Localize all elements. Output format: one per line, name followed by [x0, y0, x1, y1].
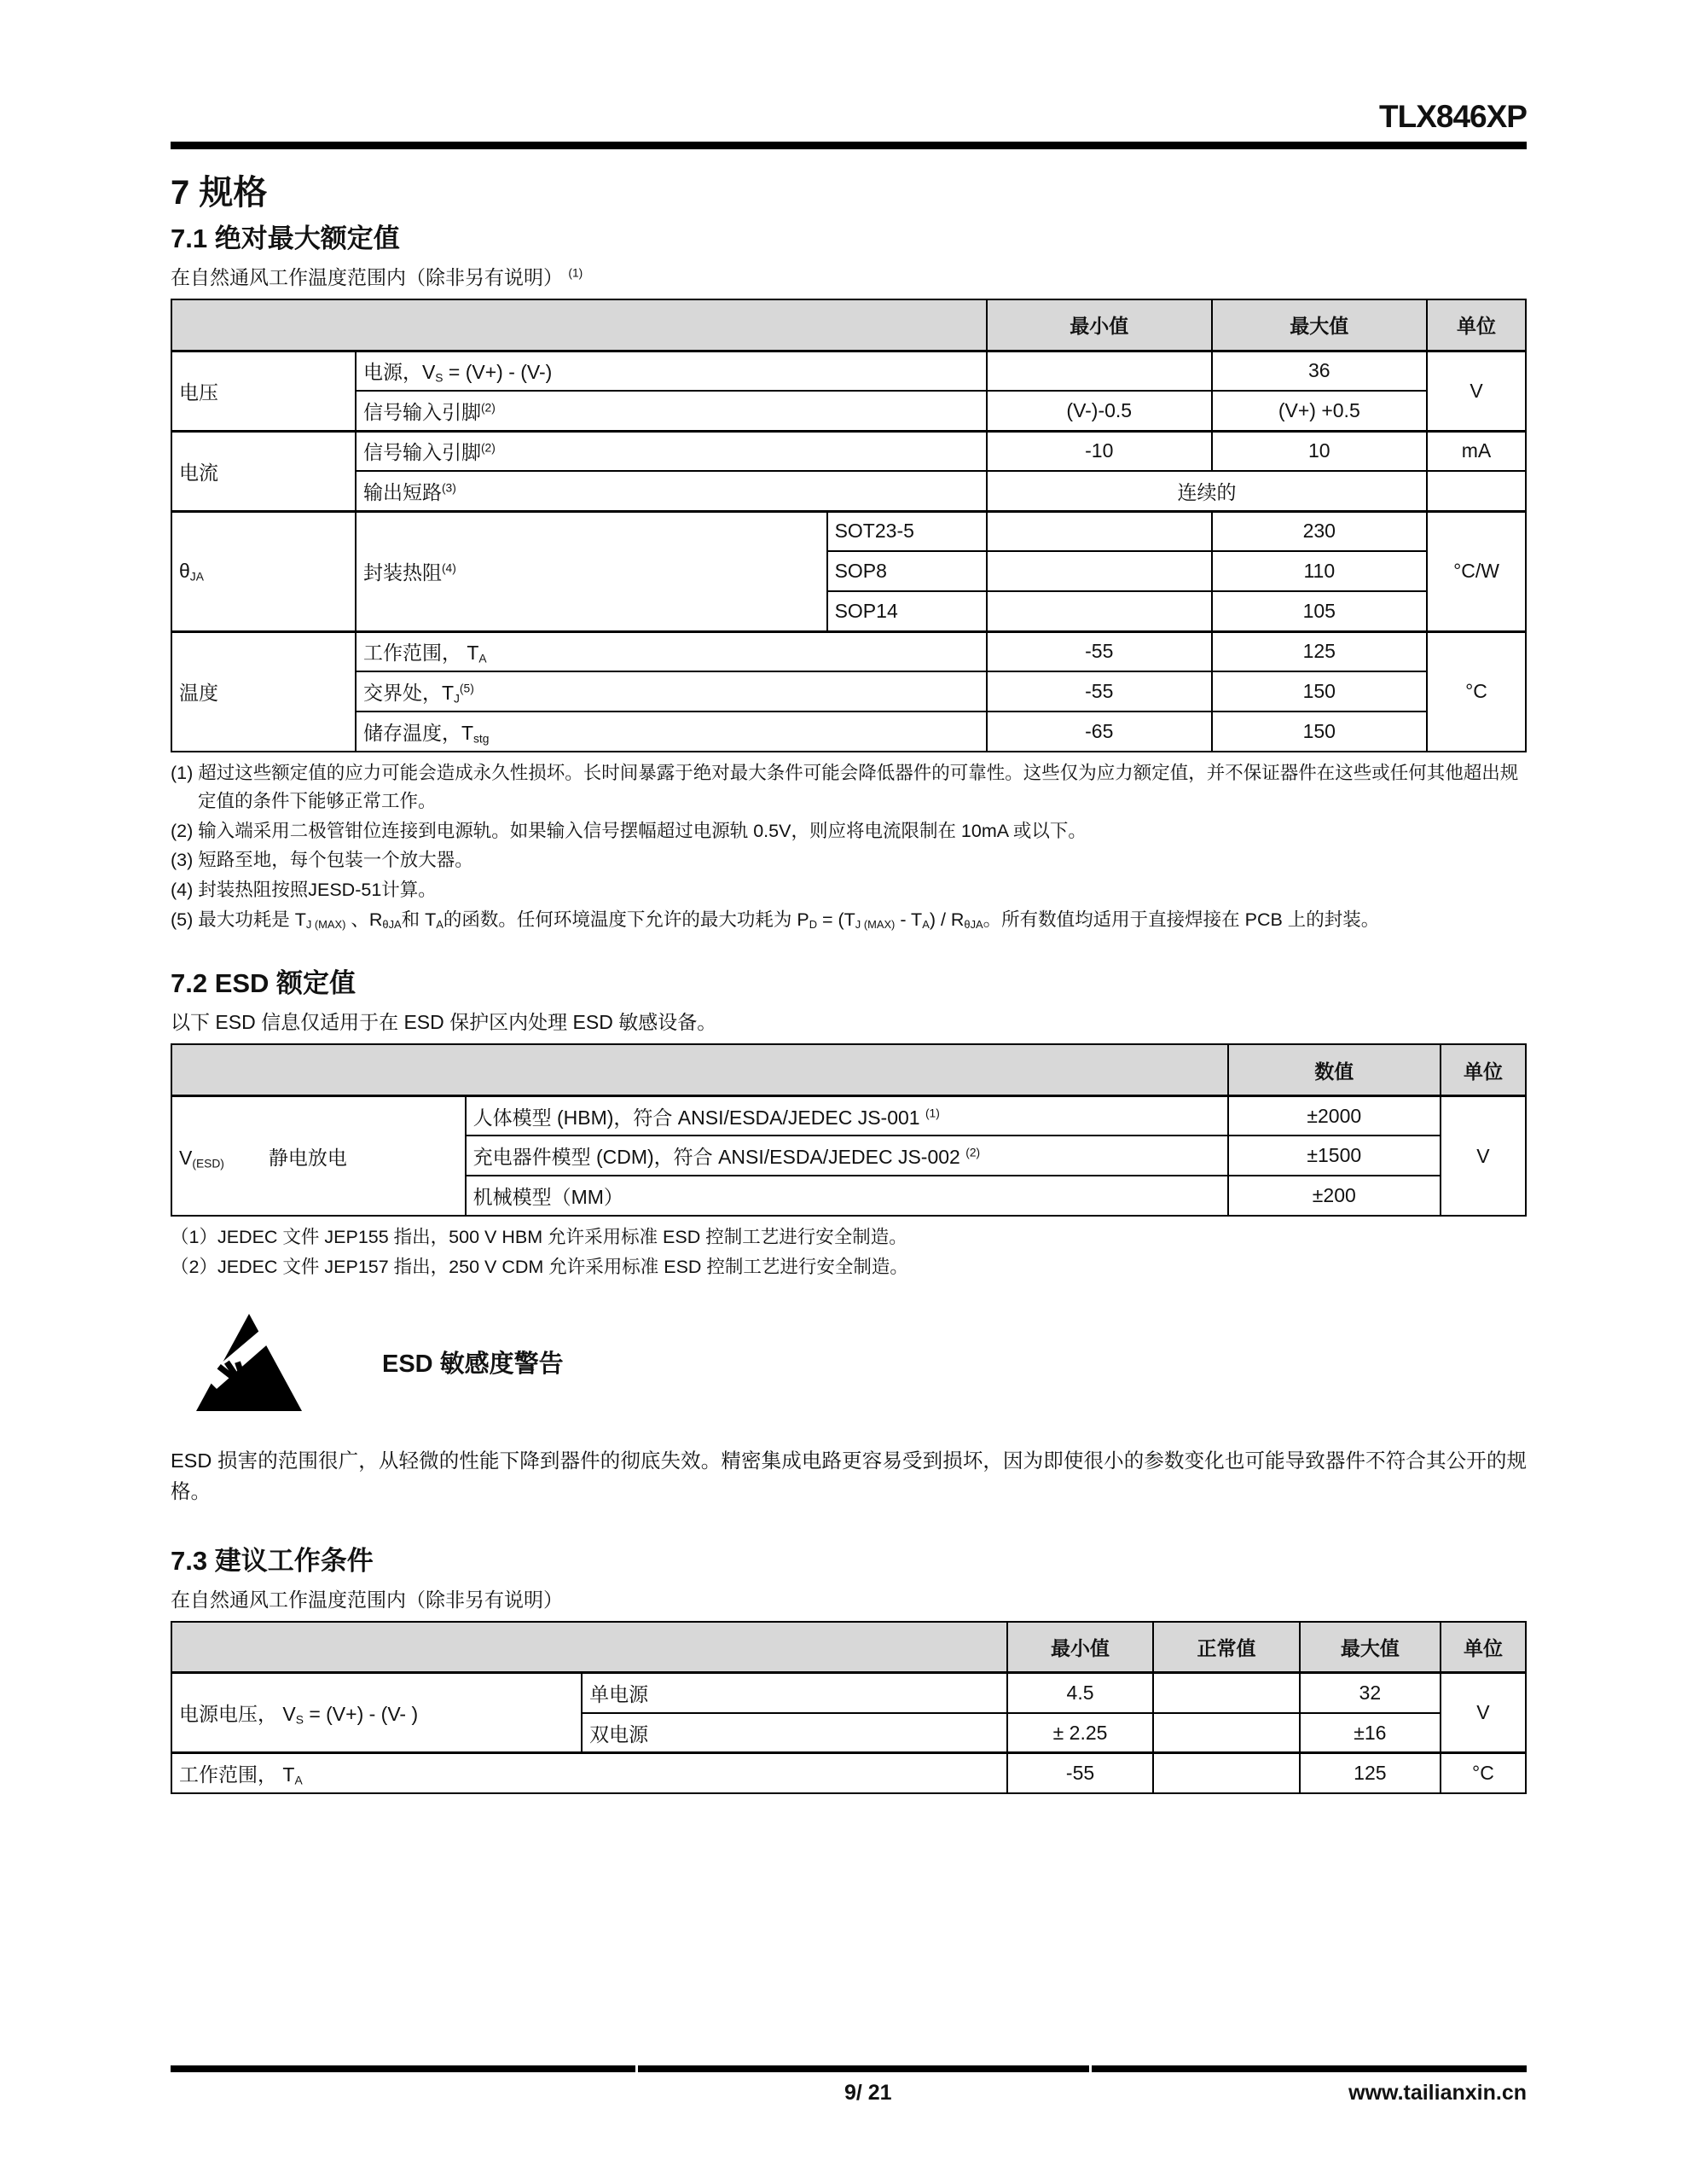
cell-desc-operating-range: 工作范围， $T_A$ — [171, 1753, 1007, 1793]
product-title: TLX846XP — [1379, 99, 1527, 134]
cell-unit: °C — [1427, 631, 1526, 752]
cell-max: 36 — [1212, 351, 1427, 391]
header-unit-cell: 单位 — [1427, 299, 1526, 351]
section-7-title: 7 规格 — [171, 174, 268, 212]
section-7-2-note: 以下 ESD 信息仅适用于在 ESD 保护区内处理 ESD 敏感设备。 — [171, 1011, 717, 1034]
cell-desc-cdm: 充电器件模型 (CDM)，符合 ANSI/ESDA/JEDEC JS-002 $^{(2)}$ — [466, 1136, 1228, 1176]
cell-max: 32 — [1300, 1673, 1441, 1713]
cell-min: 4.5 — [1007, 1673, 1154, 1713]
section-7-3-note: 在自然通风工作温度范围内（除非另有说明） — [171, 1588, 563, 1611]
cell-max: 105 — [1212, 591, 1427, 631]
section-7-1-title: 7.1 绝对最大额定值 — [171, 224, 400, 253]
header-blank-cell — [171, 1622, 1007, 1673]
section-7-1-note: 在自然通风工作温度范围内（除非另有说明） $^{(1)}$ — [171, 266, 583, 289]
cell-typ — [1153, 1713, 1300, 1753]
cell-desc-hbm: 人体模型 (HBM)，符合 ANSI/ESDA/JEDEC JS-001 $^{(1)}$ — [466, 1095, 1228, 1136]
header-max-cell: 最大值 — [1212, 299, 1427, 351]
table-row — [171, 1753, 1526, 1793]
header-blank-cell — [171, 1044, 1228, 1095]
header-typ-cell: 正常值 — [1153, 1622, 1300, 1673]
table-row — [171, 351, 1526, 391]
cell-desc-supply: 电源，$V_S = (V+) - (V-)$ — [356, 351, 987, 391]
cell-min — [987, 551, 1212, 591]
cell-max: 125 — [1212, 631, 1427, 671]
header-blank-cell — [171, 299, 987, 351]
section-7-2-title: 7.2 ESD 额定值 — [171, 968, 357, 999]
cell-desc-storage: 储存温度，$T_{stg}$ — [356, 712, 987, 752]
cell-min: -10 — [987, 431, 1212, 471]
header-min-cell: 最小值 — [1007, 1622, 1154, 1673]
cell-category-current: 电流 — [171, 431, 356, 511]
footnote-4: (4) 封装热阻按照JESD-51计算。 — [171, 879, 437, 900]
table-row — [171, 471, 1526, 511]
esd-warning-title: ESD 敏感度警告 — [382, 1350, 564, 1379]
cell-value: ±2000 — [1228, 1095, 1441, 1136]
table-row — [171, 712, 1526, 752]
footnote-1: (1) 超过这些额定值的应力可能会造成永久性损坏。长时间暴露于绝对最大条件可能会降低器件的可靠性。这些仅为应力额定值，并不保证器件在这些或任何其他超出规定值的条件下能够正常工作。 — [171, 763, 1519, 811]
cell-category-voltage: 电压 — [171, 351, 356, 431]
header-min-cell: 最小值 — [987, 299, 1212, 351]
table-row — [171, 631, 1526, 671]
footer-rule-segment — [1092, 2065, 1527, 2072]
cell-desc-thermal-resistance: 封装热阻$^{(4)}$ — [356, 511, 827, 631]
cell-min: ± 2.25 — [1007, 1713, 1154, 1753]
cell-value: ±1500 — [1228, 1136, 1441, 1176]
cell-package-sop8: SOP8 — [827, 551, 987, 591]
header-unit-cell: 单位 — [1441, 1044, 1526, 1095]
cell-min: (V-)-0.5 — [987, 391, 1212, 431]
table-row — [171, 671, 1526, 712]
cell-desc-mm: 机械模型（MM） — [466, 1176, 1228, 1216]
cell-category-theta-ja: $\theta_{JA}$ — [171, 511, 356, 631]
esd-warning-block — [171, 1312, 1527, 1413]
cell-unit: V — [1441, 1673, 1526, 1753]
cell-category-temperature: 温度 — [171, 631, 356, 752]
cell-desc-signal-input: 信号输入引脚$^{(2)}$ — [356, 431, 987, 471]
table-row — [171, 391, 1526, 431]
esd-ratings-table — [171, 1043, 1527, 1217]
cell-category-vesd — [171, 1095, 466, 1216]
cell-max: 10 — [1212, 431, 1427, 471]
cell-min — [987, 511, 1212, 551]
table-header-row — [171, 299, 1526, 351]
cell-single-supply: 单电源 — [582, 1673, 1007, 1713]
footnote-3: (3) 短路至地，每个包装一个放大器。 — [171, 850, 473, 871]
cell-unit: V — [1441, 1095, 1526, 1216]
section-7-3-title: 7.3 建议工作条件 — [171, 1545, 374, 1576]
cell-dual-supply: 双电源 — [582, 1713, 1007, 1753]
header-rule — [171, 142, 1527, 149]
cell-min: -55 — [987, 671, 1212, 712]
cell-min — [987, 591, 1212, 631]
table-row — [171, 1095, 1526, 1136]
cell-max: 150 — [1212, 671, 1427, 712]
cell-typ — [1153, 1673, 1300, 1713]
header-max-cell: 最大值 — [1300, 1622, 1441, 1673]
table-row — [171, 431, 1526, 471]
footer-rule-segment — [171, 2065, 635, 2072]
footer-rule-segment — [638, 2065, 1089, 2072]
cell-min: -55 — [1007, 1753, 1154, 1793]
cell-min: -65 — [987, 712, 1212, 752]
cell-unit: °C/W — [1427, 511, 1526, 631]
cell-unit — [1427, 471, 1526, 511]
cell-desc-signal-input: 信号输入引脚$^{(2)}$ — [356, 391, 987, 431]
esd-footnote-2: （2）JEDEC 文件 JEP157 指出，250 V CDM 允许采用标准 ESD 控制工艺进行安全制造。 — [171, 1257, 908, 1278]
header-unit-cell: 单位 — [1441, 1622, 1526, 1673]
footnote-2: (2) 输入端采用二极管钳位连接到电源轨。如果输入信号摆幅超过电源轨 0.5V，则应将电流限制在 10mA 或以下。 — [171, 820, 1087, 841]
esd-susceptibility-icon — [194, 1312, 304, 1413]
cell-value: ±200 — [1228, 1176, 1441, 1216]
recommended-conditions-table — [171, 1621, 1527, 1794]
table-header-row — [171, 1044, 1526, 1095]
cell-desc-operating-range: 工作范围， $T_A$ — [356, 631, 987, 671]
cell-max: (V+) +0.5 — [1212, 391, 1427, 431]
footer-rule — [171, 2065, 1527, 2072]
vesd-label: 静电放电 — [268, 1146, 347, 1169]
vesd-symbol: $V_{(ESD)}$ — [179, 1146, 224, 1170]
cell-unit: °C — [1441, 1753, 1526, 1793]
absolute-maximum-ratings-table — [171, 299, 1527, 752]
cell-max: 125 — [1300, 1753, 1441, 1793]
esd-footnote-1: （1）JEDEC 文件 JEP155 指出，500 V HBM 允许采用标准 ESD 控制工艺进行安全制造。 — [171, 1227, 907, 1248]
cell-min — [987, 351, 1212, 391]
esd-warning-paragraph: ESD 损害的范围很广，从轻微的性能下降到器件的彻底失效。精密集成电路更容易受到损坏，因为即使很小的参数变化也可能导致器件不符合其公开的规格。 — [171, 1449, 1527, 1503]
website-link[interactable]: www.tailianxin.cn — [1348, 2081, 1527, 2105]
cell-unit: V — [1427, 351, 1526, 431]
cell-desc-junction: 交界处，$T_J^{(5)}$ — [356, 671, 987, 712]
cell-max: ±16 — [1300, 1713, 1441, 1753]
cell-desc-supply-voltage: 电源电压， $V_S = (V+) - (V-$ ) — [171, 1673, 582, 1753]
esd-footnotes — [171, 1223, 1527, 1281]
cell-min: -55 — [987, 631, 1212, 671]
cell-typ — [1153, 1753, 1300, 1793]
cell-max: 230 — [1212, 511, 1427, 551]
table-row — [171, 511, 1526, 551]
header-value-cell: 数值 — [1228, 1044, 1441, 1095]
cell-max: 110 — [1212, 551, 1427, 591]
cell-continuous-value: 连续的 — [987, 471, 1427, 511]
cell-desc-output-short: 输出短路$^{(3)}$ — [356, 471, 987, 511]
page-footer — [171, 2065, 1527, 2106]
cell-max: 150 — [1212, 712, 1427, 752]
footer-row — [171, 2081, 1527, 2106]
cell-package-sot23-5: SOT23-5 — [827, 511, 987, 551]
table-header-row — [171, 1622, 1526, 1673]
page-number: 9/ 21 — [844, 2081, 892, 2105]
abs-max-footnotes — [171, 759, 1527, 933]
table-row — [171, 1673, 1526, 1713]
cell-unit: mA — [1427, 431, 1526, 471]
cell-package-sop14: SOP14 — [827, 591, 987, 631]
footnote-5: (5) 最大功耗是 $T_{J (MAX)}$ 、$R_{\theta JA}$和 $T_A$的函数。任何环境温度下允许的最大功耗为 $P_D = (T_{J (MAX)} - T_A) / R_{\theta JA}$。所有数值均适用于直接焊接在 PCB 上的封装。 — [171, 909, 1380, 931]
